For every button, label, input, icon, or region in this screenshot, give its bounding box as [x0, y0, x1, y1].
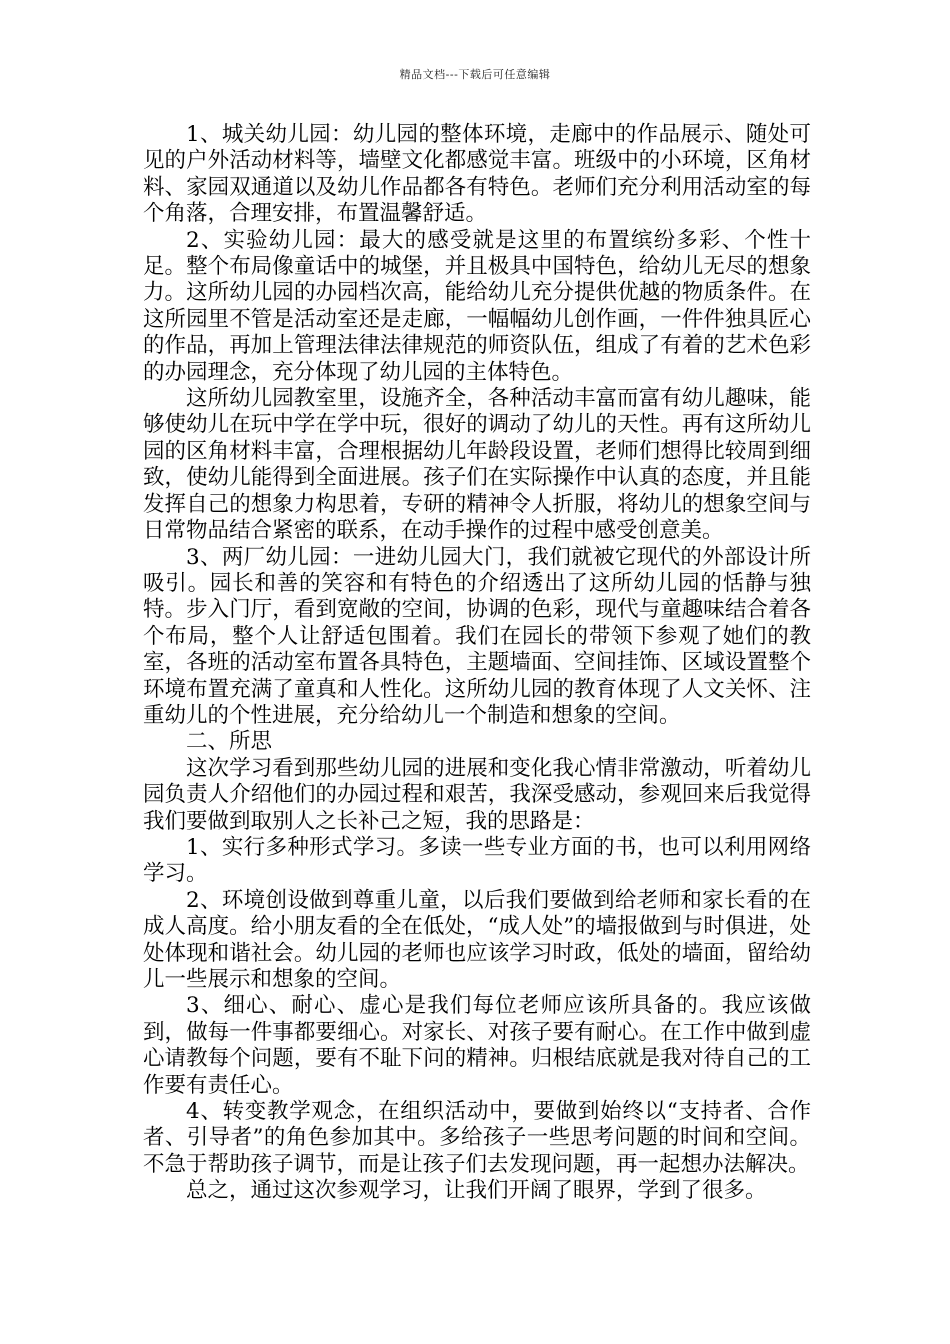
paragraph: 2、实验幼儿园：最大的感受就是这里的布置缤纷多彩、个性十足。整个布局像童话中的城堡，并且极具中国特色，给幼儿无尽的想象力。这所幼儿园的办园档次高，能给幼儿充分提供优越的物质条件。在这所园里不管是活动室还是走廊，一幅幅幼儿创作画，一件件独具匠心的作品，再加上管理法律法律规范的师资队伍，组成了有着的艺术色彩的办园理念，充分体现了幼儿园的主体特色。 — [143, 227, 811, 385]
paragraph: 3、细心、耐心、虚心是我们每位老师应该所具备的。我应该做到，做每一件事都要细心。对家长、对孩子要有耐心。在工作中做到虚心请教每个问题，要有不耻下问的精神。归根结底就是我对待自己的工作要有责任心。 — [143, 993, 811, 1098]
document-body — [143, 122, 811, 1205]
paragraph: 这所幼儿园教室里，设施齐全，各种活动丰富而富有幼儿趣味，能够使幼儿在玩中学在学中玩，很好的调动了幼儿的天性。再有这所幼儿园的区角材料丰富，合理根据幼儿年龄段设置，老师们想得比较周到细致，使幼儿能得到全面进展。孩子们在实际操作中认真的态度，并且能发挥自己的想象力构思着，专研的精神令人折服，将幼儿的想象空间与日常物品结合紧密的联系，在动手操作的过程中感受创意美。 — [143, 386, 811, 544]
paragraph: 2、环境创设做到尊重儿童，以后我们要做到给老师和家长看的在成人高度。给小朋友看的全在低处，“成人处”的墙报做到与时俱进，处处体现和谐社会。幼儿园的老师也应该学习时政，低处的墙面，留给幼儿一些展示和想象的空间。 — [143, 887, 811, 992]
paragraph: 总之，通过这次参观学习，让我们开阔了眼界，学到了很多。 — [186, 1178, 767, 1204]
paragraph: 1、实行多种形式学习。多读一些专业方面的书，也可以利用网络学习。 — [143, 834, 811, 887]
paragraph: 3、两厂幼儿园：一进幼儿园大门，我们就被它现代的外部设计所吸引。园长和善的笑容和有特色的介绍透出了这所幼儿园的恬静与独特。步入门厅，看到宽敞的空间，协调的色彩，现代与童趣味结合着各个布局，整个人让舒适包围着。我们在园长的带领下参观了她们的教室，各班的活动室布置各具特色，主题墙面、空间挂饰、区域设置整个环境布置充满了童真和人性化。这所幼儿园的教育体现了人文关怀、注重幼儿的个性进展，充分给幼儿一个制造和想象的空间。 — [143, 544, 811, 728]
paragraph: 4、转变教学观念，在组织活动中，要做到始终以“支持者、合作者、引导者”的角色参加其中。多给孩子一些思考问题的时间和空间。不急于帮助孩子调节，而是让孩子们去发现问题，再一起想办法解决。 — [143, 1099, 811, 1177]
section-heading: 二、所思 — [186, 729, 273, 755]
paragraph: 1、城关幼儿园：幼儿园的整体环境，走廊中的作品展示、随处可见的户外活动材料等，墙壁文化都感觉丰富。班级中的小环境，区角材料、家园双通道以及幼儿作品都各有特色。老师们充分利用活动室的每个角落，合理安排，布置温馨舒适。 — [143, 122, 811, 227]
page-header: 精品文档---下载后可任意编辑 — [399, 68, 551, 81]
paragraph: 这次学习看到那些幼儿园的进展和变化我心情非常激动，听着幼儿园负责人介绍他们的办园过程和艰苦，我深受感动，参观回来后我觉得我们要做到取别人之长补己之短，我的思路是： — [143, 755, 811, 834]
